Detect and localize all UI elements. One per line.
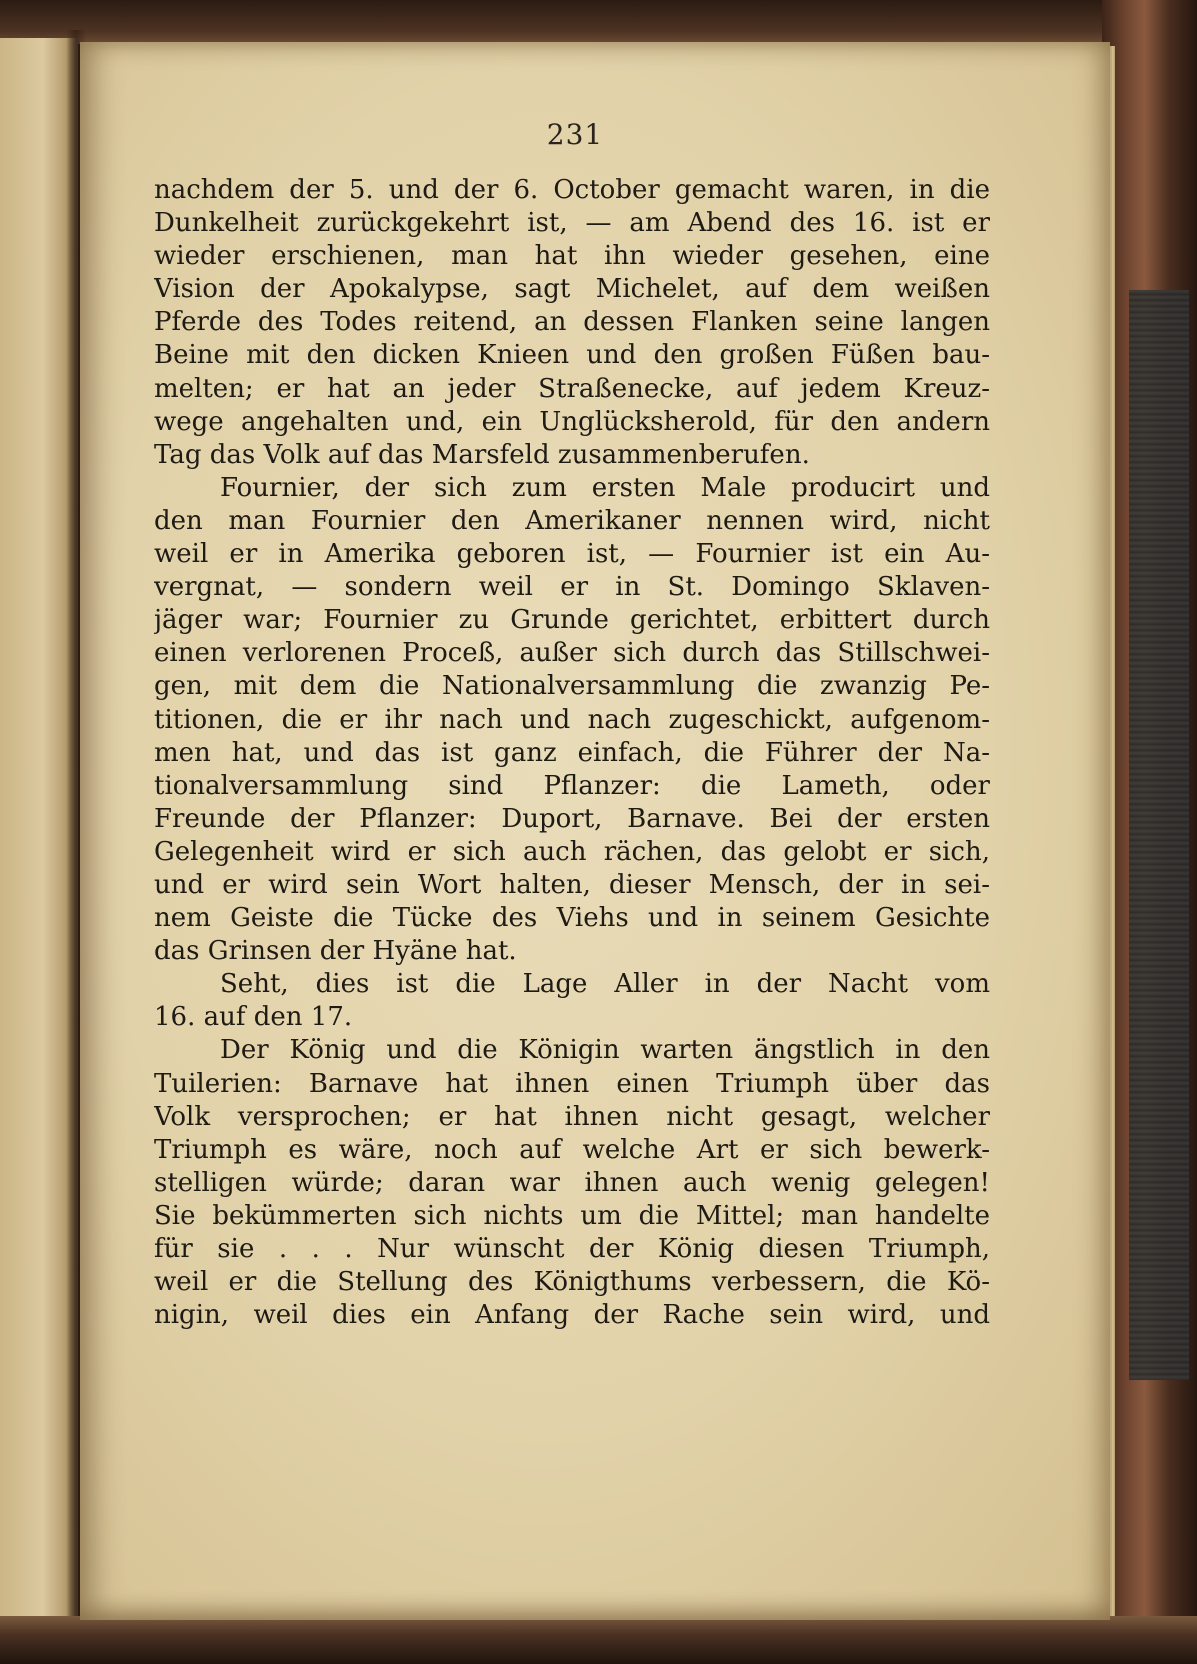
book-cover-bottom xyxy=(0,1616,1197,1664)
text-line: das Grinsen der Hyäne hat. xyxy=(154,936,517,967)
book-page xyxy=(80,42,1110,1620)
text-line: wege angehalten und, ein Unglücksherold, für den andern xyxy=(154,406,990,437)
body-text xyxy=(154,174,990,1332)
text-line: tionalversammlung sind Pflanzer: die Lameth, oder xyxy=(154,770,990,801)
page-number: 231 xyxy=(546,118,604,151)
text-line: Seht, dies ist die Lage Aller in der Nacht vom xyxy=(220,969,990,1000)
text-line: jäger war; Fournier zu Grunde gerichtet, erbittert durch xyxy=(154,605,990,636)
text-line: gen, mit dem die Nationalversammlung die zwanzig Pe- xyxy=(154,671,990,702)
text-line: Tag das Volk auf das Marsfeld zusammenberufen. xyxy=(154,439,810,470)
text-line: titionen, die er ihr nach und nach zugeschickt, aufgenom- xyxy=(154,704,990,735)
text-line: weil er in Amerika geboren ist, — Fournier ist ein Au- xyxy=(154,539,990,570)
text-line: weil er die Stellung des Königthums verbessern, die Kö- xyxy=(154,1267,990,1298)
text-line: Triumph es wäre, noch auf welche Art er sich bewerk- xyxy=(154,1134,990,1165)
text-line: Volk versprochen; er hat ihnen nicht gesagt, welcher xyxy=(154,1101,990,1132)
text-line: Der König und die Königin warten ängstlich in den xyxy=(220,1035,990,1066)
text-line: melten; er hat an jeder Straßenecke, auf jedem Kreuz- xyxy=(154,373,990,404)
text-line: Dunkelheit zurückgekehrt ist, — am Abend des 16. ist er xyxy=(154,208,990,239)
book-cover-top xyxy=(0,0,1197,44)
text-line: vergnat, — sondern weil er in St. Domingo Sklaven- xyxy=(154,572,990,603)
text-line: men hat, und das ist ganz einfach, die Führer der Na- xyxy=(154,737,990,768)
text-line: Freunde der Pflanzer: Duport, Barnave. Bei der ersten xyxy=(154,803,990,834)
text-line: 16. auf den 17. xyxy=(154,1002,353,1033)
text-line: für sie . . . Nur wünscht der König diesen Triumph, xyxy=(154,1234,990,1264)
text-line: Sie bekümmerten sich nichts um die Mittel; man handelte xyxy=(154,1200,990,1231)
text-line: nigin, weil dies ein Anfang der Rache sein wird, und xyxy=(154,1300,990,1331)
text-line: den man Fournier den Amerikaner nennen wird, nicht xyxy=(154,505,990,536)
text-line: Gelegenheit wird er sich auch rächen, das gelobt er sich, xyxy=(154,836,990,867)
text-line: Pferde des Todes reitend, an dessen Flanken seine langen xyxy=(154,307,990,338)
text-line: Fournier, der sich zum ersten Male producirt und xyxy=(220,472,990,503)
text-line: und er wird sein Wort halten, dieser Mensch, der in sei- xyxy=(154,869,990,900)
text-line: nem Geiste die Tücke des Viehs und in seinem Gesichte xyxy=(154,903,990,934)
text-line: nachdem der 5. und der 6. October gemacht waren, in die xyxy=(154,175,990,205)
text-line: Vision der Apokalypse, sagt Michelet, auf dem weißen xyxy=(154,274,990,305)
text-line: wieder erschienen, man hat ihn wieder gesehen, eine xyxy=(154,241,990,272)
text-line: Tuilerien: Barnave hat ihnen einen Triumph über das xyxy=(154,1068,990,1099)
text-line: einen verlorenen Proceß, außer sich durch das Stillschwei- xyxy=(154,638,990,669)
book-cover-cloth xyxy=(1129,290,1189,1380)
text-line: Beine mit den dicken Knieen und den großen Füßen bau- xyxy=(154,340,990,371)
text-line: stelligen würde; daran war ihnen auch wenig gelegen! xyxy=(154,1167,990,1198)
